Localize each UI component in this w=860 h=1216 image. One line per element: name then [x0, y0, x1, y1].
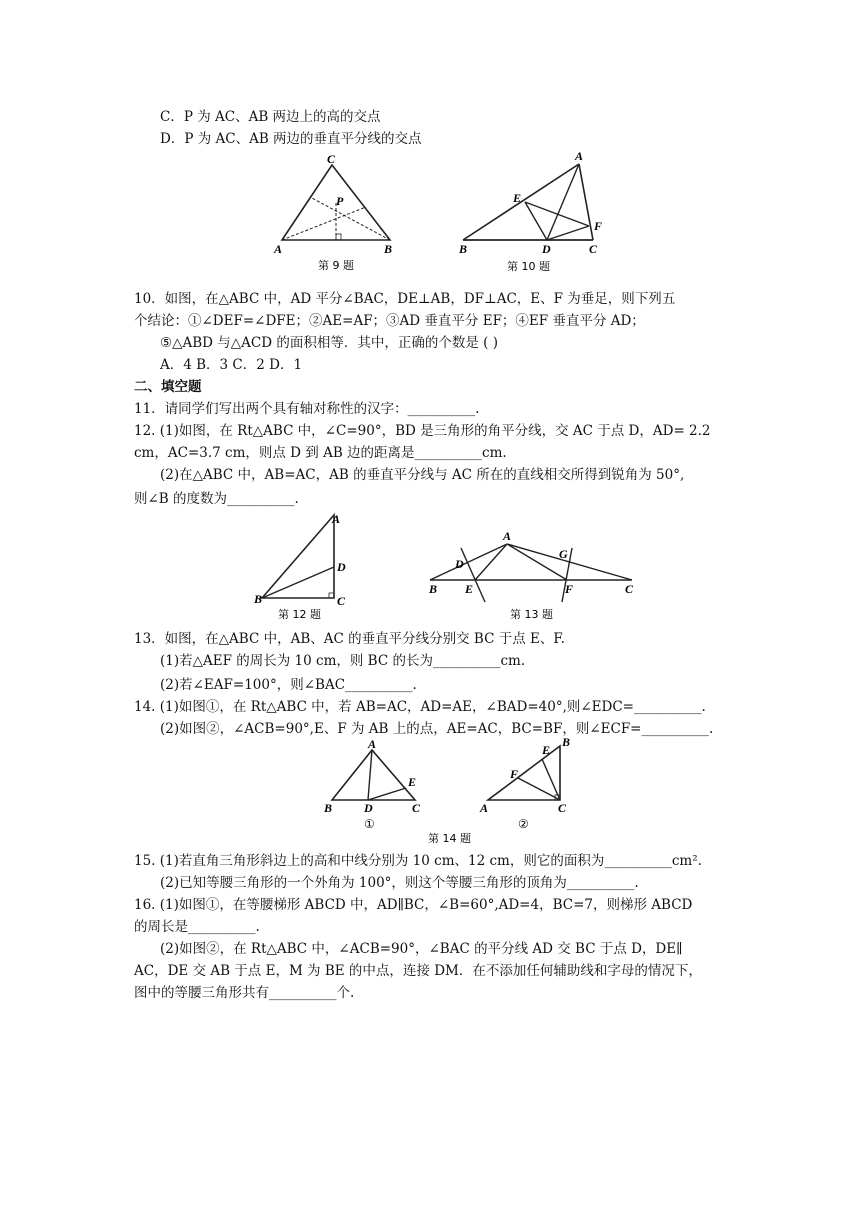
fig9-label-p: P [336, 194, 344, 208]
fig14a-label-a: A [368, 737, 377, 751]
fig14a-label-c: C [412, 801, 421, 815]
fig10-label-e: E [513, 191, 522, 205]
q12-line1: 12. (1)如图，在 Rt△ABC 中，∠C=90°，BD 是三角形的角平分线，交 AC 于点 D，AD= 2.2 [134, 423, 711, 439]
fig13-label-g: G [559, 547, 568, 561]
q14-line2: (2)如图②，∠ACB=90°,E、F 为 AB 上的点，AE=AC，BC=BF，则∠ECF=__________. [160, 721, 714, 737]
q10-options: A．4 B．3 C．2 D．1 [160, 357, 303, 373]
q11: 11．请同学们写出两个具有轴对称性的汉字：__________. [134, 401, 480, 417]
fig10-label-f: F [594, 219, 603, 233]
fig13-label-a: A [503, 529, 512, 543]
figure-9 [270, 152, 410, 275]
q15-line1: 15. (1)若直角三角形斜边上的高和中线分别为 10 cm、12 cm，则它的面积为__________cm². [134, 853, 702, 869]
q12-line3: (2)在△ABC 中，AB=AC，AB 的垂直平分线与 AC 所在的直线相交所得到锐角为 50°, [160, 467, 685, 483]
fig14a-label-e: E [408, 775, 417, 789]
q16-line3: (2)如图②，在 Rt△ABC 中，∠ACB=90°，∠BAC 的平分线 AD 交 BC 于点 D，DE∥ [160, 941, 683, 957]
fig14-sub2: ② [518, 817, 529, 831]
q16-line2: 的周长是__________. [134, 919, 260, 935]
option-d: D．P 为 AC、AB 两边的垂直平分线的交点 [160, 131, 422, 147]
fig12-label-c: C [337, 594, 346, 608]
fig12-caption: 第 12 题 [278, 608, 321, 621]
section-title: 二、填空题 [134, 379, 202, 395]
fig14-caption: 第 14 题 [428, 832, 471, 845]
fig9-label-c: C [327, 152, 336, 166]
fig14b-label-a: A [480, 801, 489, 815]
fig13-label-c: C [625, 582, 634, 596]
fig10-label-c: C [589, 242, 598, 256]
fig10-label-a: A [575, 149, 584, 163]
fig13-label-b: B [429, 582, 438, 596]
q10-line2: 个结论：①∠DEF=∠DFE；②AE=AF；③AD 垂直平分 EF；④EF 垂直平分 AD； [134, 313, 645, 329]
option-c: C．P 为 AC、AB 两边上的高的交点 [160, 109, 381, 125]
q13-line1: 13．如图，在△ABC 中，AB、AC 的垂直平分线分别交 BC 于点 E、F. [134, 631, 565, 647]
q16-line1: 16. (1)如图①，在等腰梯形 ABCD 中，AD∥BC，∠B=60°,AD=4，BC=7，则梯形 ABCD [134, 897, 693, 913]
fig14b-label-f: F [510, 767, 519, 781]
fig14b-label-c: C [558, 801, 567, 815]
figure-12 [250, 505, 360, 625]
fig12-label-d: D [337, 560, 346, 574]
figure-14 [320, 735, 590, 848]
fig14b-label-b: B [562, 735, 571, 749]
fig14b-label-e: E [542, 743, 551, 757]
q16-line5: 图中的等腰三角形共有__________个. [134, 985, 355, 1001]
q12-line2: cm，AC=3.7 cm，则点 D 到 AB 边的距离是__________cm. [134, 445, 507, 461]
q15-line2: (2)已知等腰三角形的一个外角为 100°，则这个等腰三角形的顶角为__________. [160, 875, 639, 891]
fig9-label-a: A [274, 242, 283, 256]
q13-line2: (1)若△AEF 的周长为 10 cm，则 BC 的长为__________cm. [160, 653, 526, 669]
fig10-caption: 第 10 题 [507, 260, 550, 273]
fig9-caption: 第 9 题 [318, 259, 354, 272]
fig13-caption: 第 13 题 [510, 608, 553, 621]
q13-line3: (2)若∠EAF=100°，则∠BAC__________. [160, 677, 417, 693]
fig14-sub1: ① [364, 817, 375, 831]
q12-line4: 则∠B 的度数为__________. [134, 491, 299, 507]
q10-line3: ⑤△ABD 与△ACD 的面积相等．其中，正确的个数是 ( ) [160, 335, 498, 351]
fig12-label-a: A [332, 512, 341, 526]
fig13-label-d: D [455, 557, 464, 571]
fig14a-label-b: B [324, 801, 333, 815]
fig14a-label-d: D [364, 801, 373, 815]
fig10-label-d: D [542, 242, 551, 256]
fig12-label-b: B [254, 592, 263, 606]
q14-line1: 14. (1)如图①，在 Rt△ABC 中，若 AB=AC，AD=AE，∠BAD=40°,则∠EDC=__________. [134, 699, 706, 715]
fig10-label-b: B [459, 242, 468, 256]
figure-13 [425, 530, 640, 625]
fig13-label-f: F [565, 582, 574, 596]
q16-line4: AC，DE 交 AB 于点 E，M 为 BE 的中点，连接 DM．在不添加任何辅助线和字母的情况下， [134, 963, 702, 979]
fig13-label-e: E [465, 582, 474, 596]
fig9-label-b: B [384, 242, 393, 256]
q10-line1: 10．如图，在△ABC 中，AD 平分∠BAC，DE⊥AB，DF⊥AC，E、F 为垂足，则下列五 [134, 291, 676, 307]
figure-10 [455, 150, 615, 275]
